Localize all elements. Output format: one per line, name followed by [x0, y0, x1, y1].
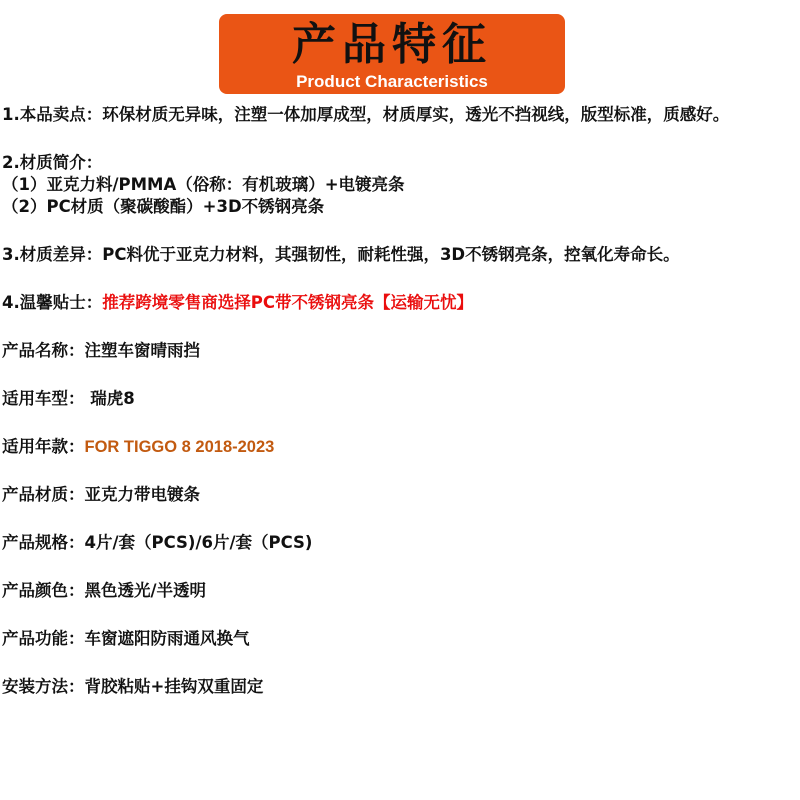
- banner-subtitle: Product Characteristics: [296, 72, 488, 91]
- title-banner: [219, 14, 565, 94]
- spec-value: 黑色透光/半透明: [84, 581, 207, 600]
- spec-row-name: [2, 340, 798, 362]
- point-3: 3.材质差异：PC料优于亚克力材料，其强韧性，耐耗性强，3D不锈钢亮条，控氧化寿命长。: [2, 245, 680, 264]
- spec-label: 安装方法：: [2, 677, 85, 696]
- point-4-tip: 推荐跨境零售商选择PC带不锈钢亮条【运输无忧】: [102, 293, 473, 312]
- spec-value: 瑞虎8: [84, 389, 135, 408]
- spec-value: 注塑车窗晴雨挡: [84, 341, 200, 360]
- spec-row-material: [2, 484, 798, 506]
- spec-value: 4片/套（PCS)/6片/套（PCS): [84, 533, 313, 552]
- spec-label: 适用车型：: [2, 389, 85, 408]
- point-3-block: [2, 244, 798, 266]
- spec-label: 适用年款：: [2, 437, 85, 456]
- spec-row-model: [2, 388, 798, 410]
- spec-label: 产品颜色：: [2, 581, 85, 600]
- spec-value: 车窗遮阳防雨通风换气: [84, 629, 250, 648]
- point-4-block: [2, 292, 798, 314]
- content-area: [2, 104, 798, 724]
- spec-label: 产品功能：: [2, 629, 85, 648]
- spec-value: 背胶粘贴+挂钩双重固定: [84, 677, 264, 696]
- point-2-item-2: （2）PC材质（聚碳酸酯）+3D不锈钢亮条: [2, 197, 325, 216]
- spec-label: 产品规格：: [2, 533, 85, 552]
- point-4: [2, 292, 798, 314]
- point-2-item-1: （1）亚克力料/PMMA（俗称：有机玻璃）+电镀亮条: [2, 175, 405, 194]
- spec-row-install: [2, 676, 798, 698]
- spec-value: FOR TIGGO 8 2018-2023: [84, 438, 275, 456]
- spec-label: 产品名称：: [2, 341, 85, 360]
- spec-row-size: [2, 532, 798, 554]
- spec-row-years: [2, 436, 798, 458]
- banner-title: 产品特征: [292, 19, 492, 70]
- spec-row-function: [2, 628, 798, 650]
- point-2-title: 2.材质简介：: [2, 153, 103, 172]
- point-4-label: 4.温馨贴士：: [2, 293, 103, 312]
- point-2-block: [2, 152, 798, 218]
- point-1: 1.本品卖点：环保材质无异味，注塑一体加厚成型，材质厚实，透光不挡视线，版型标准，质感好。: [2, 105, 730, 124]
- spec-row-color: [2, 580, 798, 602]
- point-1-block: [2, 104, 798, 126]
- spec-label: 产品材质：: [2, 485, 85, 504]
- spec-value: 亚克力带电镀条: [84, 485, 200, 504]
